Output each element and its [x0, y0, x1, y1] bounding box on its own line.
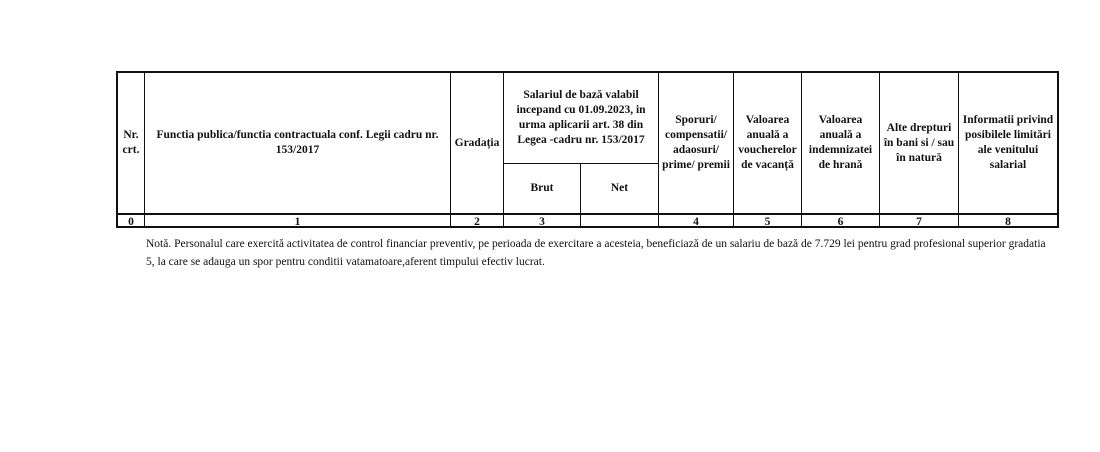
column-number-6: 6 [802, 213, 880, 228]
column-number-3-net [581, 213, 659, 228]
column-number-4: 4 [659, 213, 734, 228]
header-nr-crt: Nr. crt. [118, 73, 145, 213]
footnote: Notă. Personalul care exercită activitatea de control financiar preventiv, pe perioada de exercitare a acesteia, beneficiază de un salariu de bază de 7.729 lei pentru grad profesional superior gradatia 5, la care se adauga un spor pentru conditii vatamatoare,aferent timpului efectiv lucrat. [146, 238, 1046, 268]
header-net: Net [581, 163, 659, 213]
salary-table [116, 71, 1059, 228]
column-number-5: 5 [734, 213, 802, 228]
header-functia: Functia publica/functia contractuala conf. Legii cadru nr. 153/2017 [145, 73, 451, 213]
column-number-3: 3 [504, 213, 581, 228]
header-gradatia: Gradația [451, 73, 504, 213]
header-alte-drepturi: Alte drepturi în bani si / sau în natură [880, 73, 959, 213]
header-vouchere: Valoarea anuală a voucherelor de vacanță [734, 73, 802, 213]
column-number-1: 1 [145, 213, 451, 228]
column-number-0: 0 [118, 213, 145, 228]
header-sporuri: Sporuri/ compensatii/ adaosuri/ prime/ premii [659, 73, 734, 213]
column-number-7: 7 [880, 213, 959, 228]
header-brut: Brut [504, 163, 581, 213]
column-number-8: 8 [959, 213, 1057, 228]
header-informatii: Informatii privind posibilele limitări ale venitului salarial [962, 114, 1054, 171]
column-number-2: 2 [451, 213, 504, 228]
header-salariul-de-baza: Salariul de bază valabil incepand cu 01.09.2023, in urma aplicarii art. 38 din Legea -cadru nr. 153/2017 [504, 73, 659, 163]
header-hrana: Valoarea anuală a indemnizatei de hrană [802, 73, 880, 213]
